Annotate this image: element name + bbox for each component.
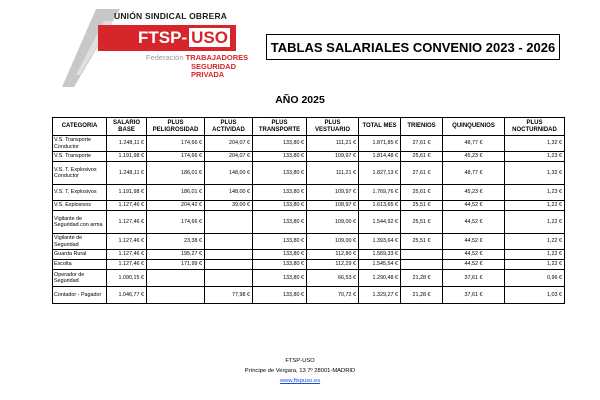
value-cell <box>147 287 205 304</box>
category-cell: Escolta <box>53 260 107 270</box>
value-cell: 133,80 € <box>253 201 307 211</box>
value-cell: 133,80 € <box>253 260 307 270</box>
value-cell: 37,61 € <box>443 270 505 287</box>
brand-uso: USO <box>191 28 228 47</box>
category-cell: V.S. T. Explosivos <box>53 185 107 201</box>
table-row <box>53 162 565 185</box>
table-body <box>53 136 565 304</box>
value-cell: 108,97 € <box>307 201 359 211</box>
value-cell: 109,97 € <box>307 185 359 201</box>
value-cell: 1.127,46 € <box>107 234 147 250</box>
value-cell <box>147 270 205 287</box>
header-plus-nocturnidad: PLUS NOCTURNIDAD <box>505 118 565 136</box>
value-cell: 1.545,54 € <box>359 260 401 270</box>
category-cell: V.S. Transporte <box>53 152 107 162</box>
value-cell: 1.191,98 € <box>107 185 147 201</box>
category-cell: Guarda Rural <box>53 250 107 260</box>
brand-badge <box>98 25 236 51</box>
value-cell: 1,32 € <box>505 136 565 152</box>
header-salario-base: SALARIO BASE <box>107 118 147 136</box>
value-cell: 112,29 € <box>307 260 359 270</box>
value-cell: 133,80 € <box>253 211 307 234</box>
value-cell: 21,28 € <box>401 287 443 304</box>
category-cell: Contador - Pagador <box>53 287 107 304</box>
value-cell <box>401 260 443 270</box>
value-cell: 23,38 € <box>147 234 205 250</box>
value-cell: 1.814,48 € <box>359 152 401 162</box>
document-title: TABLAS SALARIALES CONVENIO 2023 - 2026 <box>270 39 556 55</box>
value-cell: 1,22 € <box>505 260 565 270</box>
value-cell: 27,61 € <box>401 136 443 152</box>
federation-line-1: TRABAJADORES <box>185 53 249 62</box>
header-plus-vestuario: PLUS VESTUARIO <box>307 118 359 136</box>
value-cell: 0,96 € <box>505 270 565 287</box>
header-plus-transporte: PLUS TRANSPORTE <box>253 118 307 136</box>
value-cell: 1,23 € <box>505 152 565 162</box>
value-cell: 204,07 € <box>205 136 253 152</box>
value-cell: 25,51 € <box>401 211 443 234</box>
value-cell: 148,00 € <box>205 162 253 185</box>
value-cell: 1.329,27 € <box>359 287 401 304</box>
table-row <box>53 287 565 304</box>
header-total-mes: TOTAL MES <box>359 118 401 136</box>
value-cell: 133,80 € <box>253 250 307 260</box>
footer <box>0 356 600 386</box>
value-cell: 174,66 € <box>147 152 205 162</box>
category-cell: V.S. Transporte Conductor <box>53 136 107 152</box>
table-row <box>53 250 565 260</box>
federation-name <box>146 54 248 80</box>
value-cell: 109,00 € <box>307 211 359 234</box>
table-row <box>53 152 565 162</box>
value-cell: 1,22 € <box>505 234 565 250</box>
value-cell: 111,21 € <box>307 136 359 152</box>
value-cell: 45,23 € <box>443 185 505 201</box>
value-cell: 1,03 € <box>505 287 565 304</box>
value-cell: 174,66 € <box>147 211 205 234</box>
value-cell <box>205 250 253 260</box>
value-cell: 48,77 € <box>443 136 505 152</box>
table-row <box>53 201 565 211</box>
value-cell: 44,52 € <box>443 234 505 250</box>
year-heading: AÑO 2025 <box>275 94 325 106</box>
category-cell: V.S. T. Explosivos Conductor <box>53 162 107 185</box>
value-cell <box>205 270 253 287</box>
value-cell: 186,01 € <box>147 185 205 201</box>
value-cell: 1,22 € <box>505 201 565 211</box>
value-cell: 1.393,64 € <box>359 234 401 250</box>
document-title-box <box>266 34 560 60</box>
value-cell: 25,51 € <box>401 201 443 211</box>
header-quinquenios: QUINQUENIOS <box>443 118 505 136</box>
value-cell: 133,80 € <box>253 234 307 250</box>
value-cell: 1.769,76 € <box>359 185 401 201</box>
value-cell: 1.127,46 € <box>107 211 147 234</box>
value-cell: 112,80 € <box>307 250 359 260</box>
value-cell: 1.127,46 € <box>107 201 147 211</box>
value-cell: 133,80 € <box>253 136 307 152</box>
value-cell: 1,22 € <box>505 250 565 260</box>
value-cell: 44,52 € <box>443 260 505 270</box>
value-cell: 25,51 € <box>401 234 443 250</box>
table-row <box>53 270 565 287</box>
footer-website-link[interactable]: www.ftspuso.es <box>279 378 321 384</box>
header-plus-actividad: PLUS ACTIVIDAD <box>205 118 253 136</box>
table-header-row <box>53 118 565 136</box>
value-cell: 39,00 € <box>205 201 253 211</box>
header-plus-peligrosidad: PLUS PELIGROSIDAD <box>147 118 205 136</box>
value-cell: 109,00 € <box>307 234 359 250</box>
value-cell: 1.613,65 € <box>359 201 401 211</box>
value-cell <box>205 234 253 250</box>
value-cell: 174,66 € <box>147 136 205 152</box>
table-row <box>53 211 565 234</box>
value-cell: 1.827,13 € <box>359 162 401 185</box>
value-cell: 171,99 € <box>147 260 205 270</box>
value-cell: 44,52 € <box>443 211 505 234</box>
table-row <box>53 136 565 152</box>
value-cell: 133,80 € <box>253 162 307 185</box>
category-cell: Operador de Seguridad <box>53 270 107 287</box>
value-cell: 21,28 € <box>401 270 443 287</box>
value-cell: 1,22 € <box>505 211 565 234</box>
value-cell: 1.290,48 € <box>359 270 401 287</box>
value-cell: 1.127,46 € <box>107 250 147 260</box>
value-cell: 109,97 € <box>307 152 359 162</box>
value-cell: 111,21 € <box>307 162 359 185</box>
value-cell: 195,27 € <box>147 250 205 260</box>
value-cell: 133,80 € <box>253 152 307 162</box>
value-cell: 1.090,15 € <box>107 270 147 287</box>
value-cell: 204,42 € <box>147 201 205 211</box>
value-cell: 70,72 € <box>307 287 359 304</box>
value-cell: 1,23 € <box>505 185 565 201</box>
category-cell: V.S. Explosivos <box>53 201 107 211</box>
value-cell: 1.544,92 € <box>359 211 401 234</box>
value-cell: 1.569,33 € <box>359 250 401 260</box>
header-trienios: TRIENIOS <box>401 118 443 136</box>
value-cell: 27,61 € <box>401 162 443 185</box>
table-row <box>53 234 565 250</box>
federation-label: Federación <box>146 53 184 62</box>
value-cell: 1.248,11 € <box>107 136 147 152</box>
value-cell <box>401 250 443 260</box>
value-cell: 44,52 € <box>443 250 505 260</box>
value-cell: 25,61 € <box>401 152 443 162</box>
ftsp-uso-logo <box>50 3 250 91</box>
brand-ftsp: FTSP- <box>138 28 188 47</box>
value-cell: 48,77 € <box>443 162 505 185</box>
value-cell: 1.046,77 € <box>107 287 147 304</box>
org-name: UNIÓN SINDICAL OBRERA <box>114 11 228 21</box>
value-cell: 25,61 € <box>401 185 443 201</box>
table-row <box>53 185 565 201</box>
value-cell: 148,00 € <box>205 185 253 201</box>
value-cell <box>205 260 253 270</box>
value-cell: 44,52 € <box>443 201 505 211</box>
value-cell: 66,53 € <box>307 270 359 287</box>
header-categoria: CATEGORIA <box>53 118 107 136</box>
value-cell: 1.871,85 € <box>359 136 401 152</box>
value-cell: 133,80 € <box>253 287 307 304</box>
footer-address: Príncipe de Vergara, 13 7º 28001-MADRID <box>244 368 356 374</box>
table-row <box>53 260 565 270</box>
value-cell: 186,01 € <box>147 162 205 185</box>
value-cell: 1,32 € <box>505 162 565 185</box>
value-cell: 1.127,46 € <box>107 260 147 270</box>
value-cell: 133,80 € <box>253 185 307 201</box>
value-cell: 45,23 € <box>443 152 505 162</box>
federation-line-2: SEGURIDAD <box>191 61 237 71</box>
value-cell: 1.248,11 € <box>107 162 147 185</box>
footer-org-name: FTSP-USO <box>285 358 315 364</box>
value-cell: 1.191,98 € <box>107 152 147 162</box>
category-cell: Vigilante de Seguridad con arma <box>53 211 107 234</box>
salary-table <box>52 117 565 304</box>
value-cell <box>205 211 253 234</box>
federation-line-3: PRIVADA <box>191 70 225 79</box>
value-cell: 77,98 € <box>205 287 253 304</box>
value-cell: 37,61 € <box>443 287 505 304</box>
category-cell: Vigilante de Seguridad <box>53 234 107 250</box>
value-cell: 133,80 € <box>253 270 307 287</box>
value-cell: 204,07 € <box>205 152 253 162</box>
